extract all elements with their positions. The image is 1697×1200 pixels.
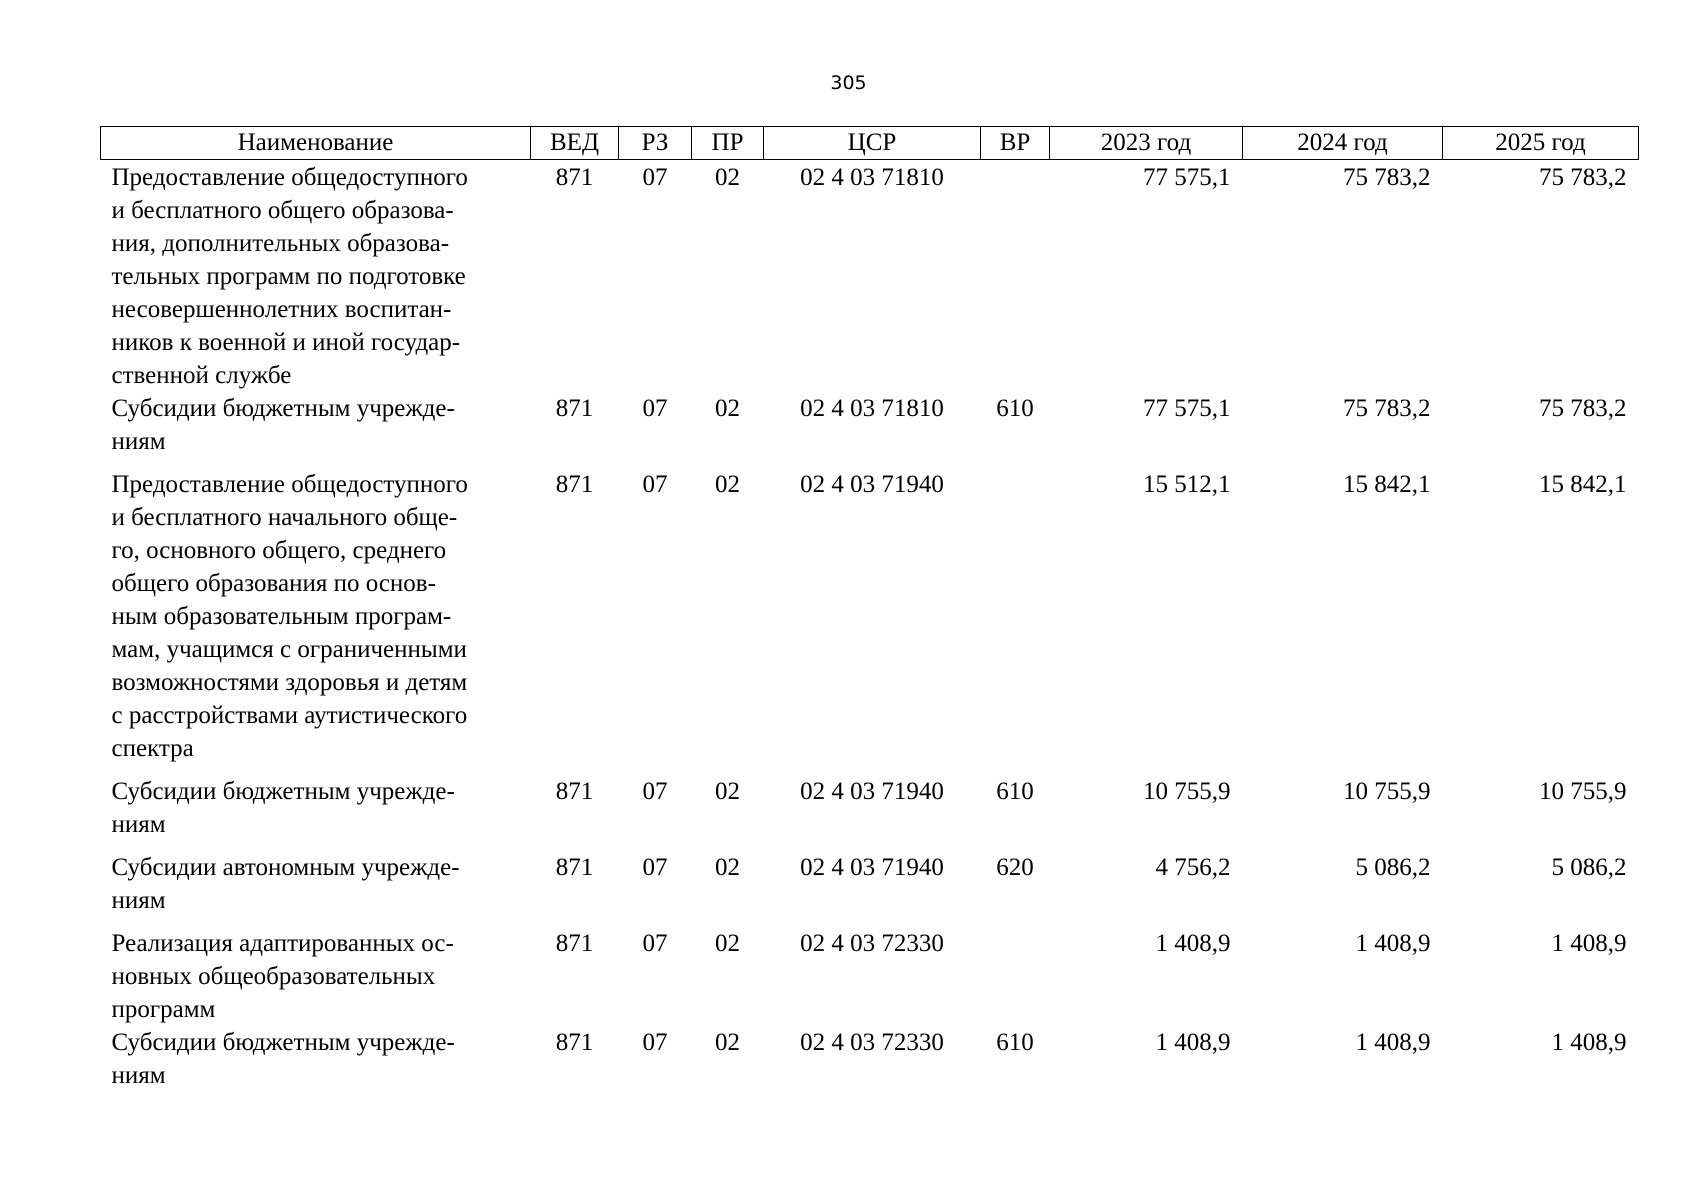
cell-ved: 871 bbox=[555, 1029, 594, 1056]
budget-table bbox=[100, 126, 1639, 1092]
table-row bbox=[101, 765, 1639, 841]
cell-2023: 77 575,1 bbox=[1143, 395, 1231, 422]
cell-name-line: и бесплатного общего образова- bbox=[111, 197, 454, 224]
header-row bbox=[101, 127, 1639, 160]
header-2023: 2023 год bbox=[1050, 127, 1243, 160]
cell-2024: 75 783,2 bbox=[1343, 395, 1431, 422]
cell-2024: 15 842,1 bbox=[1343, 471, 1431, 498]
cell-name-line: ников к военной и иной государ- bbox=[111, 329, 461, 356]
cell-rz: 07 bbox=[642, 854, 668, 881]
cell-rz: 07 bbox=[642, 930, 668, 957]
table-body bbox=[101, 160, 1639, 1093]
table-row bbox=[101, 917, 1639, 1026]
cell-pr: 02 bbox=[715, 164, 740, 191]
table-row bbox=[101, 841, 1639, 917]
cell-csr: 02 4 03 72330 bbox=[800, 930, 944, 957]
cell-vr bbox=[981, 917, 1050, 1026]
cell-name-line: Субсидии бюджетным учрежде- bbox=[111, 395, 455, 422]
cell-ved: 871 bbox=[555, 778, 594, 805]
cell-ved: 871 bbox=[555, 395, 594, 422]
cell-pr: 02 bbox=[715, 395, 740, 422]
cell-name-line: ния, дополнительных образова- bbox=[111, 230, 450, 257]
cell-name bbox=[101, 765, 531, 841]
header-2025: 2025 год bbox=[1443, 127, 1639, 160]
cell-name-line: го, основного общего, среднего bbox=[111, 537, 447, 564]
cell-2024: 1 408,9 bbox=[1355, 1029, 1431, 1056]
cell-pr: 02 bbox=[715, 930, 740, 957]
table-row bbox=[101, 392, 1639, 458]
cell-name bbox=[101, 917, 531, 1026]
header-rz: РЗ bbox=[619, 127, 692, 160]
cell-name-line: Предоставление общедоступного bbox=[111, 164, 468, 191]
cell-name-line: Субсидии бюджетным учрежде- bbox=[111, 778, 455, 805]
cell-csr: 02 4 03 72330 bbox=[800, 1029, 944, 1056]
cell-ved: 871 bbox=[555, 471, 594, 498]
page-number: 305 bbox=[830, 72, 867, 94]
cell-2025: 75 783,2 bbox=[1539, 395, 1627, 422]
cell-name-line: ственной службе bbox=[111, 362, 292, 389]
cell-2025: 15 842,1 bbox=[1539, 471, 1627, 498]
table-row bbox=[101, 1026, 1639, 1092]
cell-vr: 610 bbox=[996, 395, 1034, 422]
cell-2025: 5 086,2 bbox=[1551, 854, 1627, 881]
table-row bbox=[101, 458, 1639, 765]
cell-name-line: несовершеннолетних воспитан- bbox=[111, 296, 452, 323]
cell-vr: 610 bbox=[996, 778, 1034, 805]
cell-pr: 02 bbox=[715, 778, 740, 805]
cell-2025: 1 408,9 bbox=[1551, 930, 1627, 957]
cell-pr: 02 bbox=[715, 1029, 740, 1056]
cell-ved: 871 bbox=[555, 930, 594, 957]
cell-pr: 02 bbox=[715, 471, 740, 498]
cell-2024: 1 408,9 bbox=[1355, 930, 1431, 957]
cell-vr: 620 bbox=[996, 854, 1034, 881]
cell-name-line: Субсидии бюджетным учрежде- bbox=[111, 1029, 455, 1056]
cell-name-line: и бесплатного начального обще- bbox=[111, 504, 458, 531]
cell-ved: 871 bbox=[555, 164, 594, 191]
cell-name-line: Реализация адаптированных ос- bbox=[111, 930, 454, 957]
cell-csr: 02 4 03 71810 bbox=[800, 395, 944, 422]
cell-2024: 5 086,2 bbox=[1355, 854, 1431, 881]
cell-2023: 15 512,1 bbox=[1143, 471, 1231, 498]
cell-2023: 1 408,9 bbox=[1155, 930, 1231, 957]
cell-name-line: мам, учащимся с ограниченными bbox=[111, 636, 467, 663]
header-2024: 2024 год bbox=[1243, 127, 1443, 160]
cell-2025: 1 408,9 bbox=[1551, 1029, 1627, 1056]
cell-rz: 07 bbox=[642, 395, 668, 422]
cell-2025: 75 783,2 bbox=[1539, 164, 1627, 191]
cell-vr bbox=[981, 160, 1050, 393]
cell-name-line: спектра bbox=[111, 735, 194, 762]
cell-2023: 10 755,9 bbox=[1143, 778, 1231, 805]
cell-2024: 75 783,2 bbox=[1343, 164, 1431, 191]
cell-name-line: ниям bbox=[111, 1062, 166, 1089]
cell-2023: 1 408,9 bbox=[1155, 1029, 1231, 1056]
header-csr: ЦСР bbox=[764, 127, 981, 160]
cell-rz: 07 bbox=[642, 1029, 668, 1056]
header-name: Наименование bbox=[101, 127, 531, 160]
cell-name bbox=[101, 841, 531, 917]
cell-name-line: новных общеобразовательных bbox=[111, 963, 436, 990]
cell-2025: 10 755,9 bbox=[1539, 778, 1627, 805]
cell-2024: 10 755,9 bbox=[1343, 778, 1431, 805]
cell-name-line: ниям bbox=[111, 811, 166, 838]
cell-vr: 610 bbox=[996, 1029, 1034, 1056]
cell-name-line: общего образования по основ- bbox=[111, 570, 436, 597]
cell-name-line: Субсидии автономным учрежде- bbox=[111, 854, 460, 881]
header-vr: ВР bbox=[981, 127, 1050, 160]
cell-vr bbox=[981, 458, 1050, 765]
cell-name-line: программ bbox=[111, 996, 216, 1023]
cell-ved: 871 bbox=[555, 854, 594, 881]
cell-name-line: ниям bbox=[111, 887, 166, 914]
header-ved: ВЕД bbox=[531, 127, 619, 160]
cell-name-line: тельных программ по подготовке bbox=[111, 263, 466, 290]
cell-name-line: возможностями здоровья и детям bbox=[111, 669, 468, 696]
cell-csr: 02 4 03 71940 bbox=[800, 471, 944, 498]
cell-2023: 4 756,2 bbox=[1155, 854, 1231, 881]
cell-rz: 07 bbox=[642, 164, 668, 191]
cell-name bbox=[101, 1026, 531, 1092]
cell-csr: 02 4 03 71810 bbox=[800, 164, 944, 191]
cell-name bbox=[101, 458, 531, 765]
cell-2023: 77 575,1 bbox=[1143, 164, 1231, 191]
table-row bbox=[101, 160, 1639, 393]
cell-name-line: ниям bbox=[111, 428, 166, 455]
cell-name bbox=[101, 392, 531, 458]
cell-name-line: Предоставление общедоступного bbox=[111, 471, 468, 498]
cell-csr: 02 4 03 71940 bbox=[800, 778, 944, 805]
cell-rz: 07 bbox=[642, 778, 668, 805]
cell-name-line: ным образовательным програм- bbox=[111, 603, 452, 630]
cell-csr: 02 4 03 71940 bbox=[800, 854, 944, 881]
cell-name bbox=[101, 160, 531, 393]
cell-name-line: с расстройствами аутистического bbox=[111, 702, 468, 729]
cell-rz: 07 bbox=[642, 471, 668, 498]
cell-pr: 02 bbox=[715, 854, 740, 881]
header-pr: ПР bbox=[692, 127, 764, 160]
